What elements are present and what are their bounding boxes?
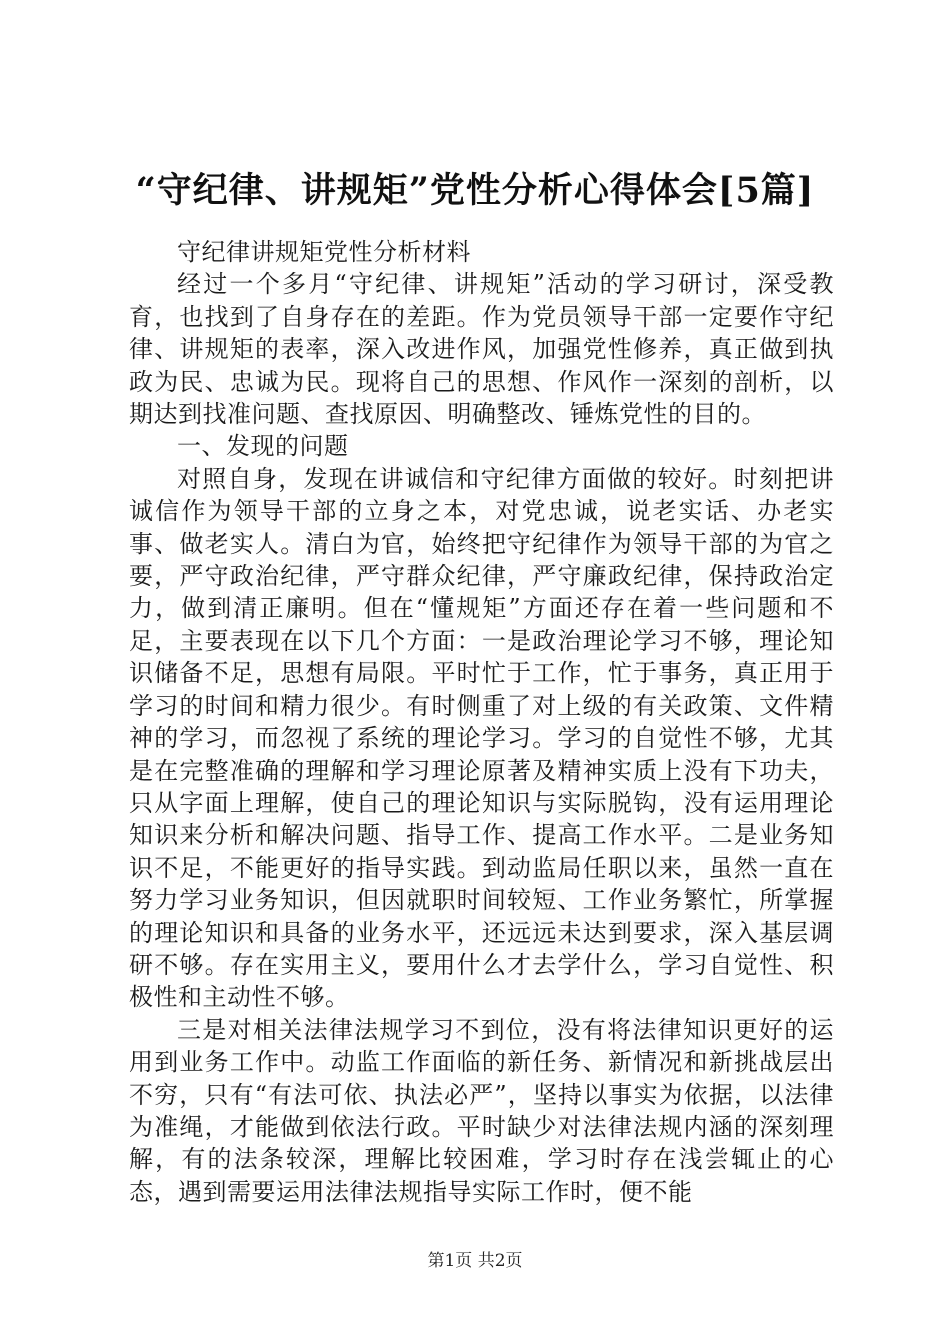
section-heading: 一、发现的问题: [177, 432, 349, 461]
paragraph-intro: 经过一个多月“守纪律、讲规矩”活动的学习研讨，深受教育，也找到了自身存在的差距。作为党员领导干部一定要作守纪律、讲规矩的表率，深入改进作风，加强党性修养，真正做到执政为民、忠诚为民。现将自己的思想、作风作一深刻的剖析，以期达到找准问题、查找原因、明确整改、锤炼党性的目的。: [129, 270, 834, 429]
page-footer: 第1页 共2页: [427, 1251, 523, 1271]
paragraph-problems: 对照自身，发现在讲诚信和守纪律方面做的较好。时刻把讲诚信作为领导干部的立身之本，对党忠诚，说老实话、办老实事、做老实人。清白为官，始终把守纪律作为领导干部的为官之要，严守政治纪律，严守群众纪律，严守廉政纪律，保持政治定力，做到清正廉明。但在“懂规矩”方面还存在着一些问题和不足，主要表现在以下几个方面：一是政治理论学习不够，理论知识储备不足，思想有局限。平时忙于工作，忙于事务，真正用于学习的时间和精力很少。有时侧重了对上级的有关政策、文件精神的学习，而忽视了系统的理论学习。学习的自觉性不够，尤其是在完整准确的理解和学习理论原著及精神实质上没有下功夫，只从字面上理解，使自己的理论知识与实际脱钩，没有运用理论知识来分析和解决问题、指导工作、提高工作水平。二是业务知识不足，不能更好的指导实践。到动监局任职以来，虽然一直在努力学习业务知识，但因就职时间较短、工作业务繁忙，所掌握的理论知识和具备的业务水平，还远远未达到要求，深入基层调研不够。存在实用主义，要用什么才去学什么，学习自觉性、积极性和主动性不够。: [129, 464, 834, 1012]
document-title: “守纪律、讲规矩”党性分析心得体会[5篇]: [135, 170, 815, 211]
document-body: [129, 236, 834, 1208]
paragraph-law-study: 三是对相关法律法规学习不到位，没有将法律知识更好的运用到业务工作中。动监工作面临的新任务、新情况和新挑战层出不穷，只有“有法可依、执法必严”，坚持以事实为依据，以法律为准绳，才能做到依法行政。平时缺少对法律法规内涵的深刻理解，有的法条较深，理解比较困难，学习时存在浅尝辄止的心态，遇到需要运用法律法规指导实际工作时，便不能: [129, 1015, 834, 1206]
paragraph-subtitle: 守纪律讲规矩党性分析材料: [177, 238, 471, 266]
